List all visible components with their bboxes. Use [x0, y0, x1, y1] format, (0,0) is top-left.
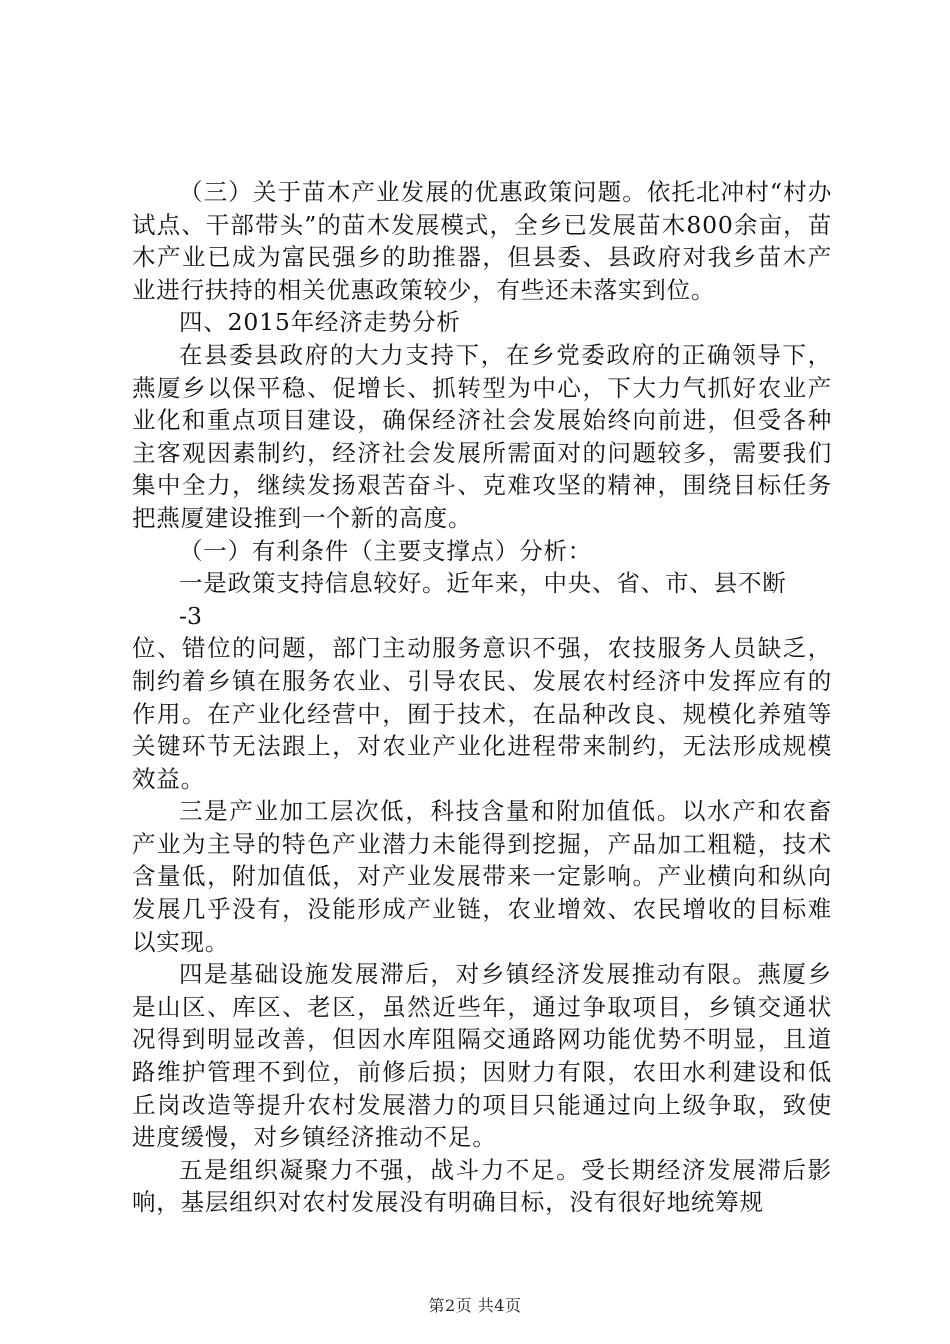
paragraph-infrastructure: 四是基础设施发展滞后，对乡镇经济发展推动有限。燕厦乡是山区、库区、老区，虽然近些年，通过争取项目，乡镇交通状况得到明显改善，但因水库阻隔交通路网功能优势不明显，且道路维护管理不到位，前修后损；因财力有限，农田水利建设和低丘岗改造等提升农村发展潜力的项目只能通过向上级争取，致使进度缓慢，对乡镇经济推动不足。 [132, 960, 832, 1152]
page-marker: -3 [179, 601, 202, 630]
paragraph-service-issues: 位、错位的问题，部门主动服务意识不强，农技服务人员缺乏，制约着乡镇在服务农业、引导农民、发展农村经济中发挥应有的作用。在产业化经营中，囿于技术，在品种改良、规模化养殖等关键环节无法跟上，对农业产业化进程带来制约，无法形成规模效益。 [132, 634, 832, 793]
heading-economic-trend: 四、2015年经济走势分析 [179, 308, 461, 337]
paragraph-organization: 五是组织凝聚力不强，战斗力不足。受长期经济发展滞后影响，基层组织对农村发展没有明确目标，没有很好地统筹规 [132, 1155, 832, 1217]
document-body [132, 176, 832, 1219]
paragraph-processing-level: 三是产业加工层次低，科技含量和附加值低。以水产和农畜产业为主导的特色产业潜力未能得到挖掘，产品加工粗糙，技术含量低，附加值低，对产业发展带来一定影响。产业横向和纵向发展几乎没有，没能形成产业链，农业增效、农民增收的目标难以实现。 [132, 797, 832, 956]
paragraph-policy-support: 一是政策支持信息较好。近年来，中央、省、市、县不断 [179, 569, 787, 598]
page-footer: 第2页 共4页 [428, 1296, 522, 1315]
paragraph-development-overview: 在县委县政府的大力支持下，在乡党委政府的正确领导下，燕厦乡以保平稳、促增长、抓转型为中心，下大力气抓好农业产业化和重点项目建设，确保经济社会发展始终向前进，但受各种主客观因素制约，经济社会发展所需面对的问题较多，需要我们集中全力，继续发扬艰苦奋斗、克难攻坚的精神，围绕目标任务把燕厦建设推到一个新的高度。 [132, 340, 832, 532]
paragraph-seedling-policy: （三）关于苗木产业发展的优惠政策问题。依托北冲村“村办试点、干部带头”的苗木发展模式，全乡已发展苗木800余亩，苗木产业已成为富民强乡的助推器，但县委、县政府对我乡苗木产业进行扶持的相关优惠政策较少，有些还未落实到位。 [132, 178, 832, 304]
heading-favorable-conditions: （一）有利条件（主要支撑点）分析： [179, 536, 593, 565]
